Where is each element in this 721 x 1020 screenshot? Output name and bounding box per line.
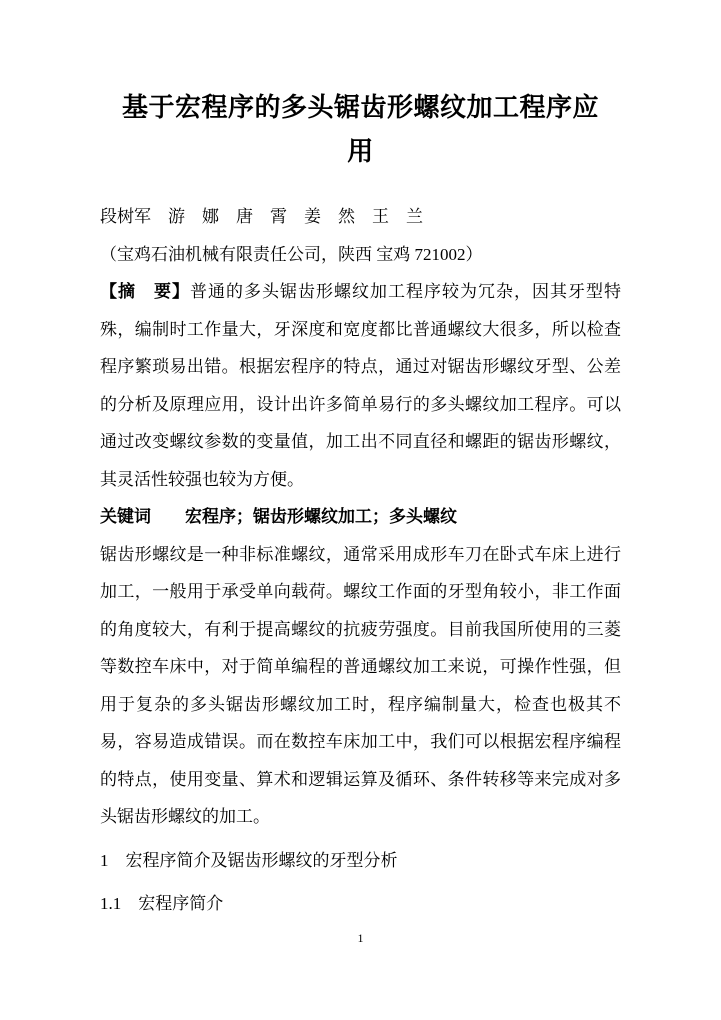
document-content bbox=[100, 86, 621, 923]
authors-line: 段树军 游 娜 唐 霄 姜 然 王 兰 bbox=[100, 207, 423, 226]
abstract-label: 【摘 要】 bbox=[100, 282, 190, 301]
keywords-label: 关键词 bbox=[100, 507, 151, 526]
paper-title bbox=[100, 86, 621, 174]
keywords-text: 宏程序；锯齿形螺纹加工；多头螺纹 bbox=[185, 507, 457, 526]
affiliation-line: （宝鸡石油机械有限责任公司，陕西 宝鸡 721002） bbox=[100, 244, 483, 264]
abstract-text: 普通的多头锯齿形螺纹加工程序较为冗杂，因其牙型特殊，编制时工作量大，牙深度和宽度都比普通螺纹大很多，所以检查程序繁琐易出错。根据宏程序的特点，通过对锯齿形螺纹牙型、公差的分析及原理应用，设计出许多简单易行的多头螺纹加工程序。可以通过改变螺纹参数的变量值，加工出不同直径和螺距的锯齿形螺纹，其灵活性较强也较为方便。 bbox=[100, 282, 621, 489]
intro-paragraph: 锯齿形螺纹是一种非标准螺纹，通常采用成形车刀在卧式车床上进行加工，一般用于承受单向载荷。螺纹工作面的牙型角较小，非工作面的角度较大，有利于提高螺纹的抗疲劳强度。目前我国所使用的三菱等数控车床中，对于简单编程的普通螺纹加工来说，可操作性强，但用于复杂的多头锯齿形螺纹加工时，程序编制量大，检查也极其不易，容易造成错误。而在数控车床加工中，我们可以根据宏程序编程的特点，使用变量、算术和逻辑运算及循环、条件转移等来完成对多头锯齿形螺纹的加工。 bbox=[100, 544, 621, 826]
section-heading-1-1: 1.1 宏程序简介 bbox=[100, 894, 224, 913]
paper-title-line-2: 用 bbox=[347, 137, 374, 166]
page-number: 1 bbox=[357, 931, 364, 945]
abstract-paragraph bbox=[100, 273, 621, 498]
section-heading-1: 1 宏程序简介及锯齿形螺纹的牙型分析 bbox=[100, 850, 398, 870]
keywords-line bbox=[100, 498, 621, 536]
paper-title-line-1: 基于宏程序的多头锯齿形螺纹加工程序应 bbox=[121, 93, 599, 122]
